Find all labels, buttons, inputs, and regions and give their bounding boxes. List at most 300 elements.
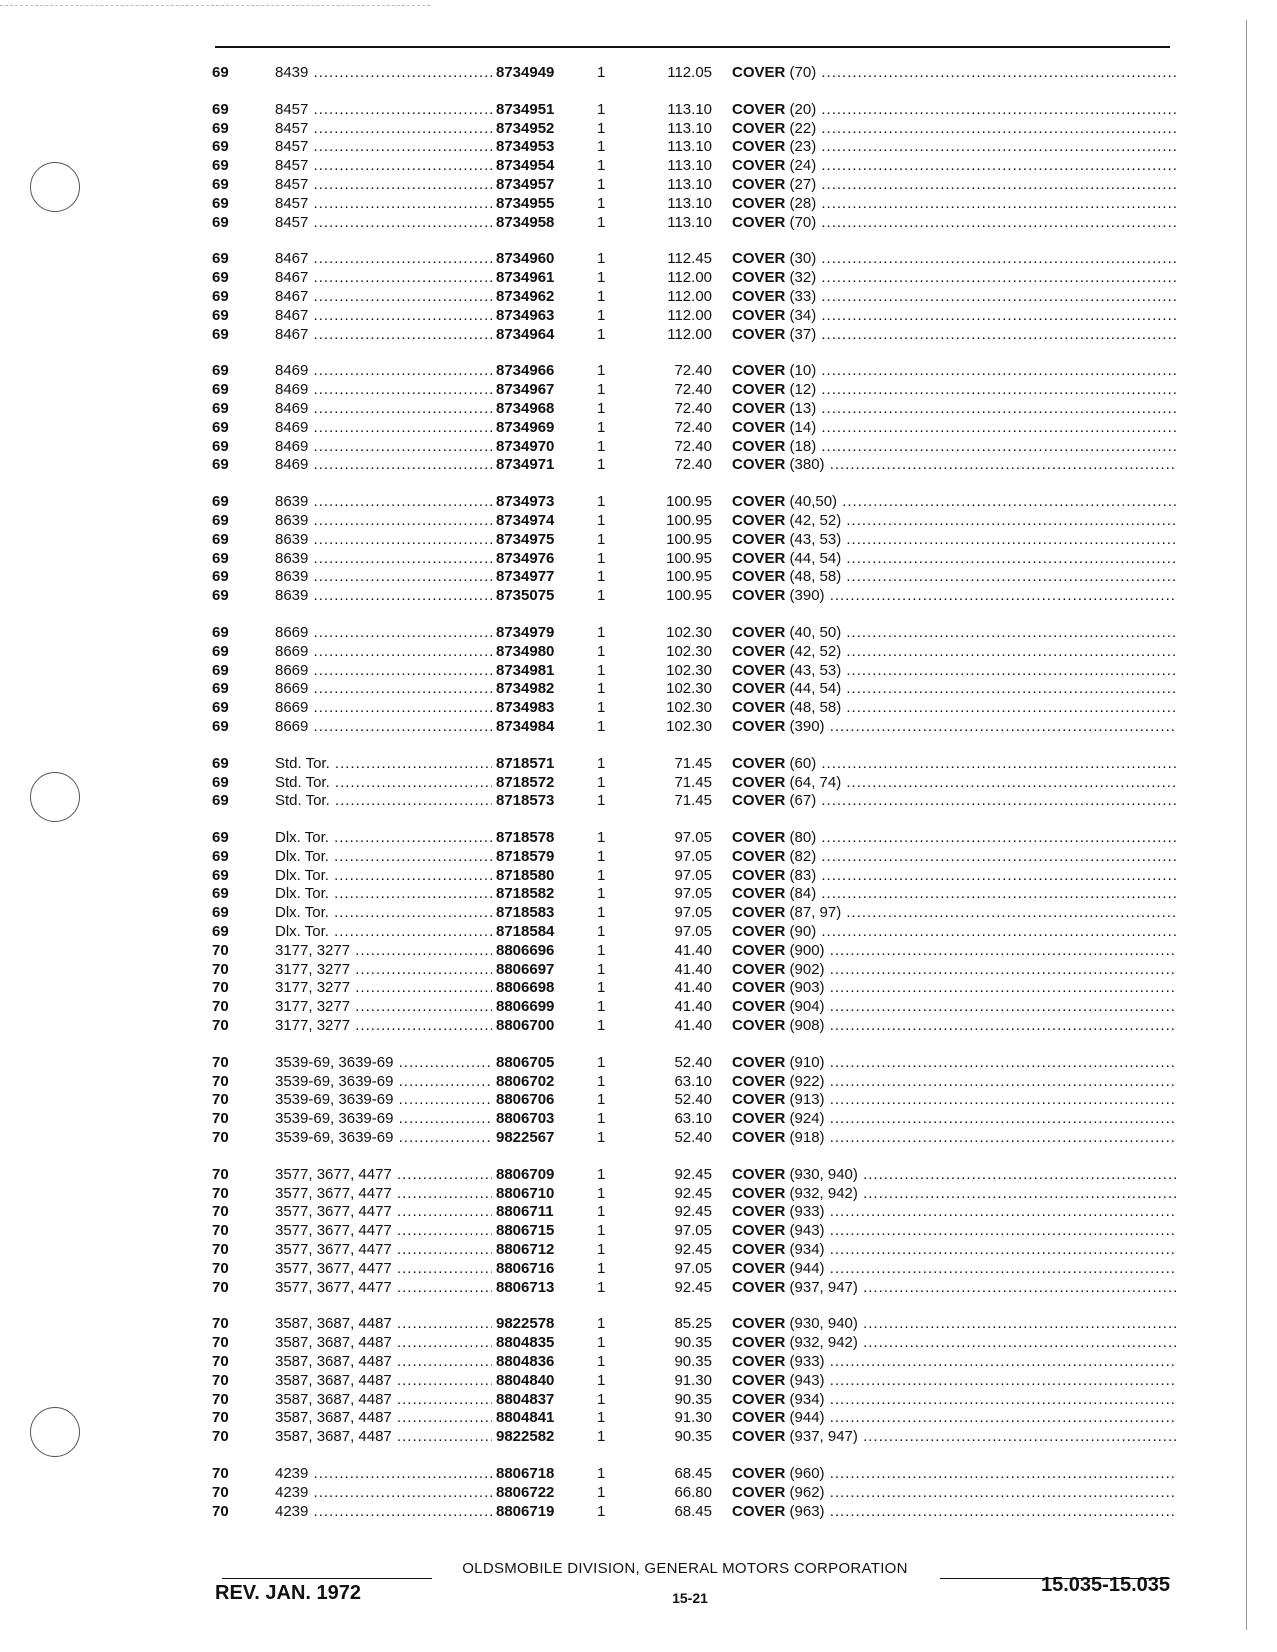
model-year: 70 (212, 1110, 229, 1128)
group-gap (212, 1148, 1172, 1166)
quantity: 1 (597, 399, 606, 417)
quantity: 1 (597, 866, 606, 884)
description (732, 774, 1177, 793)
model-year: 69 (212, 717, 229, 735)
price: 92.45 (674, 1203, 712, 1221)
table-row (212, 1503, 1172, 1522)
table-row (212, 381, 1172, 400)
part-number: 8806702 (492, 1073, 586, 1092)
part-number: 8734957 (492, 176, 586, 195)
description-label: COVER (732, 680, 786, 698)
model-number: Dlx. Tor. ..... (275, 848, 495, 867)
price: 113.10 (667, 213, 712, 231)
model-year: 69 (212, 250, 229, 268)
model-number: 8639 ..... (275, 587, 495, 606)
description-code: (82) (789, 847, 817, 865)
part-number: 8734962 (492, 288, 586, 307)
description (732, 1353, 1177, 1372)
part-number: 8718579 (492, 848, 586, 867)
price: 100.95 (666, 493, 712, 511)
description (732, 1484, 1177, 1503)
table-row (212, 1465, 1172, 1484)
description-code: (32) (789, 269, 817, 287)
part-number: 8734961 (492, 269, 586, 288)
group-gap (212, 1036, 1172, 1054)
table-row (212, 624, 1172, 643)
model-year: 69 (212, 847, 229, 865)
table-row (212, 419, 1172, 438)
price: 100.95 (666, 587, 712, 605)
description-code: (28) (789, 194, 817, 212)
description-code: (902) (789, 960, 825, 978)
model-number: 8457 ..... (275, 101, 495, 120)
quantity: 1 (597, 64, 606, 81)
price: 72.40 (674, 456, 712, 474)
table-row (212, 568, 1172, 587)
description-code: (18) (789, 437, 817, 455)
table-row (212, 829, 1172, 848)
table-row (212, 774, 1172, 793)
table-row (212, 792, 1172, 811)
model-year: 69 (212, 325, 229, 343)
model-year: 69 (212, 866, 229, 884)
model-year: 69 (212, 511, 229, 529)
model-number: 3577, 3677, 4477 ..... (275, 1222, 495, 1241)
description-label: COVER (732, 138, 786, 156)
description-code: (83) (789, 866, 817, 884)
model-year: 69 (212, 530, 229, 548)
table-row (212, 1166, 1172, 1185)
description-code: (80) (789, 829, 817, 847)
table-row (212, 400, 1172, 419)
part-number: 8806698 (492, 979, 586, 998)
price: 91.30 (674, 1409, 712, 1427)
price: 112.00 (667, 287, 712, 305)
table-row (212, 1073, 1172, 1092)
table-row (212, 848, 1172, 867)
table-row (212, 176, 1172, 195)
price: 72.40 (674, 381, 712, 399)
description (732, 662, 1177, 681)
quantity: 1 (597, 1241, 606, 1259)
model-number: 3577, 3677, 4477 ..... (275, 1260, 495, 1279)
part-number: 8718573 (492, 792, 586, 811)
part-number: 8734974 (492, 512, 586, 531)
group-gap (212, 811, 1172, 829)
table-row (212, 885, 1172, 904)
price: 100.95 (666, 568, 712, 586)
price: 97.05 (674, 923, 712, 941)
price: 112.00 (667, 325, 712, 343)
model-year: 69 (212, 642, 229, 660)
model-year: 70 (212, 1165, 229, 1183)
table-row (212, 157, 1172, 176)
model-number: 8467 ..... (275, 326, 495, 345)
model-number: 8467 ..... (275, 288, 495, 307)
part-number: 9822567 (492, 1129, 586, 1148)
part-number: 8806710 (492, 1185, 586, 1204)
price: 72.40 (674, 399, 712, 417)
model-number: Dlx. Tor. ..... (275, 885, 495, 904)
description-code: (390) (789, 717, 825, 735)
price: 90.35 (674, 1353, 712, 1371)
model-number: 8669 ..... (275, 624, 495, 643)
model-number: Std. Tor. ..... (275, 774, 495, 793)
description (732, 1054, 1177, 1073)
quantity: 1 (597, 1091, 606, 1109)
part-number: 8806715 (492, 1222, 586, 1241)
table-row (212, 904, 1172, 923)
part-number: 8734969 (492, 419, 586, 438)
part-number: 8806716 (492, 1260, 586, 1279)
table-row (212, 1129, 1172, 1148)
model-number: 8467 ..... (275, 269, 495, 288)
model-number: 3539-69, 3639-69 ..... (275, 1129, 495, 1148)
model-number: Std. Tor. ..... (275, 755, 495, 774)
quantity: 1 (597, 1315, 606, 1333)
model-year: 69 (212, 194, 229, 212)
model-number: 3177, 3277 ..... (275, 961, 495, 980)
description-label: COVER (732, 792, 786, 810)
quantity: 1 (597, 1483, 606, 1501)
part-number: 8806713 (492, 1279, 586, 1298)
description-code: (22) (789, 119, 817, 137)
model-number: 3587, 3687, 4487 ..... (275, 1353, 495, 1372)
description-label: COVER (732, 661, 786, 679)
part-number: 8806703 (492, 1110, 586, 1129)
description-label: COVER (732, 194, 786, 212)
table-row (212, 1054, 1172, 1073)
price: 113.10 (667, 175, 712, 193)
description-code: (12) (789, 381, 817, 399)
quantity: 1 (597, 362, 606, 380)
description (732, 904, 1177, 923)
price: 97.05 (674, 904, 712, 922)
quantity: 1 (597, 138, 606, 156)
quantity: 1 (597, 773, 606, 791)
model-number: 3177, 3277 ..... (275, 998, 495, 1017)
quantity: 1 (597, 306, 606, 324)
description-code: (33) (789, 287, 817, 305)
description-code: (24) (789, 157, 817, 175)
part-number: 8734976 (492, 550, 586, 569)
table-row (212, 101, 1172, 120)
description-label: COVER (732, 568, 786, 586)
table-row (212, 680, 1172, 699)
quantity: 1 (597, 437, 606, 455)
quantity: 1 (597, 829, 606, 847)
price: 97.05 (674, 847, 712, 865)
model-number: 8669 ..... (275, 680, 495, 699)
part-number: 8734981 (492, 662, 586, 681)
table-row (212, 1222, 1172, 1241)
model-year: 70 (212, 1241, 229, 1259)
description-code: (42, 52) (789, 511, 842, 529)
model-number: 8639 ..... (275, 512, 495, 531)
model-year: 70 (212, 1502, 229, 1520)
description-code: (23) (789, 138, 817, 156)
price: 52.40 (674, 1091, 712, 1109)
model-year: 69 (212, 754, 229, 772)
price: 97.05 (674, 1259, 712, 1277)
description (732, 64, 1177, 83)
model-number: 8469 ..... (275, 438, 495, 457)
price: 97.05 (674, 885, 712, 903)
description-code: (930, 940) (789, 1315, 858, 1333)
model-year: 70 (212, 1222, 229, 1240)
quantity: 1 (597, 717, 606, 735)
table-row (212, 362, 1172, 381)
part-number: 8734955 (492, 195, 586, 214)
description (732, 250, 1177, 269)
model-number: 8457 ..... (275, 120, 495, 139)
model-year: 69 (212, 100, 229, 118)
quantity: 1 (597, 119, 606, 137)
table-row (212, 979, 1172, 998)
group-gap (212, 737, 1172, 755)
description-code: (933) (789, 1353, 825, 1371)
model-number: 8639 ..... (275, 568, 495, 587)
description (732, 176, 1177, 195)
price: 90.35 (674, 1334, 712, 1352)
price: 41.40 (674, 979, 712, 997)
description-label: COVER (732, 885, 786, 903)
quantity: 1 (597, 587, 606, 605)
description-label: COVER (732, 1315, 786, 1333)
model-number: 8467 ..... (275, 250, 495, 269)
description-label: COVER (732, 1465, 786, 1482)
model-number: 3577, 3677, 4477 ..... (275, 1185, 495, 1204)
description-label: COVER (732, 1222, 786, 1240)
model-year: 70 (212, 979, 229, 997)
part-number: 8734966 (492, 362, 586, 381)
model-year: 69 (212, 119, 229, 137)
table-row (212, 1315, 1172, 1334)
model-year: 69 (212, 773, 229, 791)
model-year: 69 (212, 885, 229, 903)
description-label: COVER (732, 1278, 786, 1296)
description-label: COVER (732, 493, 786, 511)
description-label: COVER (732, 979, 786, 997)
description-label: COVER (732, 587, 786, 605)
description (732, 1391, 1177, 1410)
description (732, 120, 1177, 139)
part-number: 8718571 (492, 755, 586, 774)
model-number: 3539-69, 3639-69 ..... (275, 1073, 495, 1092)
description-code: (44, 54) (789, 680, 842, 698)
price: 113.10 (667, 100, 712, 118)
price: 68.45 (674, 1502, 712, 1520)
part-number: 8806706 (492, 1091, 586, 1110)
description-code: (963) (789, 1502, 825, 1520)
part-number: 8804837 (492, 1391, 586, 1410)
group-gap (212, 344, 1172, 362)
model-number: 3587, 3687, 4487 ..... (275, 1334, 495, 1353)
quantity: 1 (597, 904, 606, 922)
price: 92.45 (674, 1241, 712, 1259)
model-year: 70 (212, 1428, 229, 1446)
model-year: 69 (212, 904, 229, 922)
description-code: (390) (789, 587, 825, 605)
table-row (212, 587, 1172, 606)
description-code: (20) (789, 100, 817, 118)
model-number: 8669 ..... (275, 718, 495, 737)
price: 113.10 (667, 119, 712, 137)
table-row (212, 512, 1172, 531)
price: 41.40 (674, 960, 712, 978)
quantity: 1 (597, 1259, 606, 1277)
model-number: Dlx. Tor. ..... (275, 904, 495, 923)
part-number: 8734977 (492, 568, 586, 587)
table-row (212, 699, 1172, 718)
part-number: 8734967 (492, 381, 586, 400)
model-number: 3577, 3677, 4477 ..... (275, 1279, 495, 1298)
quantity: 1 (597, 456, 606, 474)
model-year: 69 (212, 175, 229, 193)
description-label: COVER (732, 1371, 786, 1389)
model-year: 69 (212, 493, 229, 511)
description-code: (932, 942) (789, 1184, 858, 1202)
part-number: 8734979 (492, 624, 586, 643)
description-code: (943) (789, 1222, 825, 1240)
table-row (212, 1484, 1172, 1503)
footer-page-number: 15-21 (672, 1590, 708, 1606)
quantity: 1 (597, 661, 606, 679)
part-number: 8718583 (492, 904, 586, 923)
description-code: (908) (789, 1017, 825, 1035)
model-year: 70 (212, 1353, 229, 1371)
price: 102.30 (666, 717, 712, 735)
description (732, 288, 1177, 307)
description (732, 942, 1177, 961)
description-code: (60) (789, 754, 817, 772)
description-label: COVER (732, 119, 786, 137)
part-number: 8804840 (492, 1372, 586, 1391)
description (732, 1409, 1177, 1428)
description (732, 400, 1177, 419)
description-code: (43, 53) (789, 530, 842, 548)
description-label: COVER (732, 923, 786, 941)
model-year: 70 (212, 1091, 229, 1109)
description-code: (934) (789, 1390, 825, 1408)
quantity: 1 (597, 175, 606, 193)
table-row (212, 1241, 1172, 1260)
price: 72.40 (674, 437, 712, 455)
quantity: 1 (597, 568, 606, 586)
quantity: 1 (597, 157, 606, 175)
quantity: 1 (597, 979, 606, 997)
description-label: COVER (732, 64, 786, 81)
description-label: COVER (732, 1053, 786, 1071)
quantity: 1 (597, 511, 606, 529)
description-label: COVER (732, 717, 786, 735)
description-label: COVER (732, 699, 786, 717)
quantity: 1 (597, 1409, 606, 1427)
table-row (212, 456, 1172, 475)
model-year: 69 (212, 437, 229, 455)
quantity: 1 (597, 1465, 606, 1482)
table-row (212, 1334, 1172, 1353)
part-number: 8806697 (492, 961, 586, 980)
description (732, 512, 1177, 531)
description (732, 307, 1177, 326)
model-year: 70 (212, 941, 229, 959)
price: 41.40 (674, 998, 712, 1016)
model-number: 3177, 3277 ..... (275, 942, 495, 961)
table-row (212, 1391, 1172, 1410)
price: 113.10 (667, 157, 712, 175)
description-label: COVER (732, 306, 786, 324)
price: 63.10 (674, 1072, 712, 1090)
table-row (212, 923, 1172, 942)
model-year: 70 (212, 1129, 229, 1147)
quantity: 1 (597, 100, 606, 118)
model-number: 8469 ..... (275, 419, 495, 438)
table-row (212, 1260, 1172, 1279)
part-number: 8734960 (492, 250, 586, 269)
description (732, 848, 1177, 867)
description-code: (380) (789, 456, 825, 474)
quantity: 1 (597, 325, 606, 343)
description-label: COVER (732, 1165, 786, 1183)
footer-division: OLDSMOBILE DIVISION, GENERAL MOTORS CORPORATION (462, 1560, 908, 1577)
model-year: 69 (212, 138, 229, 156)
description (732, 1203, 1177, 1222)
description (732, 998, 1177, 1017)
model-number: 8639 ..... (275, 550, 495, 569)
table-row (212, 307, 1172, 326)
description-code: (943) (789, 1371, 825, 1389)
quantity: 1 (597, 269, 606, 287)
description-label: COVER (732, 399, 786, 417)
model-number: 8469 ..... (275, 362, 495, 381)
description-label: COVER (732, 1502, 786, 1520)
price: 113.10 (667, 194, 712, 212)
description-code: (40,50) (789, 493, 838, 511)
description (732, 438, 1177, 457)
description-label: COVER (732, 1409, 786, 1427)
model-number: 8469 ..... (275, 456, 495, 475)
table-row (212, 867, 1172, 886)
part-number: 8734953 (492, 138, 586, 157)
price: 71.45 (674, 792, 712, 810)
quantity: 1 (597, 418, 606, 436)
model-number: 8469 ..... (275, 381, 495, 400)
price: 102.30 (666, 661, 712, 679)
table-row (212, 755, 1172, 774)
table-row (212, 550, 1172, 569)
description-code: (903) (789, 979, 825, 997)
description-label: COVER (732, 157, 786, 175)
description-code: (37) (789, 325, 817, 343)
description (732, 792, 1177, 811)
price: 63.10 (674, 1110, 712, 1128)
description (732, 885, 1177, 904)
part-number: 8734980 (492, 643, 586, 662)
part-number: 8734949 (492, 64, 586, 83)
description (732, 419, 1177, 438)
description (732, 1110, 1177, 1129)
description-label: COVER (732, 998, 786, 1016)
description-label: COVER (732, 1110, 786, 1128)
price: 102.30 (666, 642, 712, 660)
description-label: COVER (732, 623, 786, 641)
group-gap (212, 1447, 1172, 1465)
description (732, 138, 1177, 157)
part-number: 8806722 (492, 1484, 586, 1503)
description (732, 923, 1177, 942)
table-row (212, 120, 1172, 139)
